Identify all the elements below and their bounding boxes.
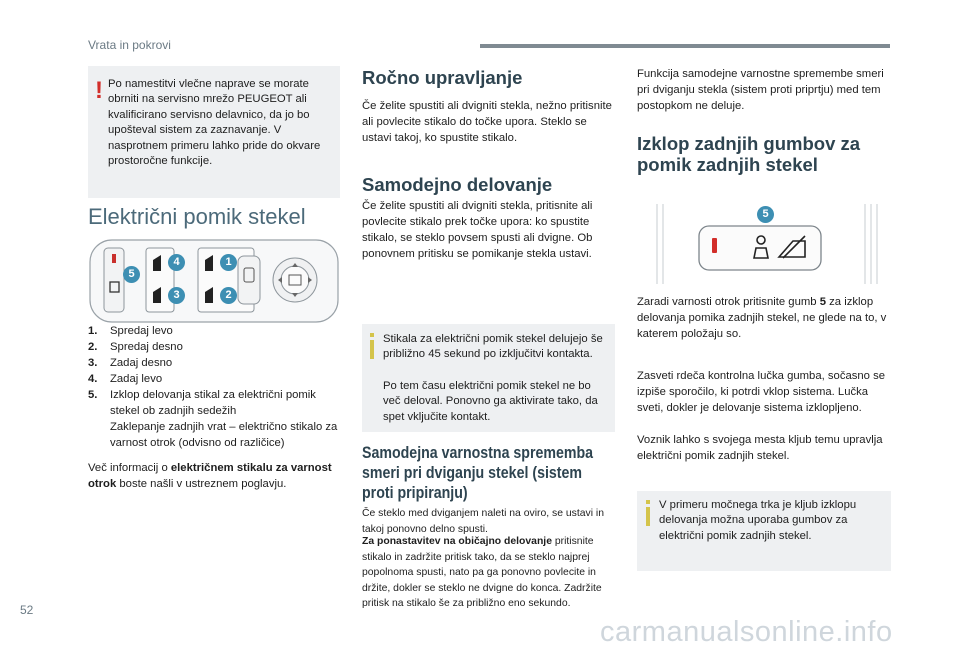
auto-title: Samodejno delovanje: [362, 174, 553, 195]
list-item: 5. Izklop delovanja stikal za električni pomik stekel ob zadnjih sedežih Zaklepanje zadnjih vrat – električno stikalo za varnost otrok (odvisno od različice): [88, 389, 338, 449]
watermark: carmanualsonline.info: [600, 616, 893, 648]
rear-lock-text-1: Zaradi varnosti otrok pritisnite gumb 5 za izklop delovanja pomika zadnjih stekel, ne glede na to, v katerem položaju so.: [637, 296, 887, 340]
info-note-collision: [637, 491, 891, 571]
rear-lock-title: Izklop zadnjih gumbov za pomik zadnjih stekel: [637, 133, 861, 175]
intro-text: Funkcija samodejne varnostne spremembe smeri pri dviganju stekla (sistem proti priprtju) med tem postopkom ne deluje.: [637, 68, 884, 112]
collision-text: V primeru močnega trka je kljub izklopu delovanja možna uporaba gumbov za električni pomik zadnjih stekel.: [659, 499, 857, 542]
info-note-ignition: [362, 324, 615, 432]
callout-5-rear: 5: [757, 206, 774, 223]
antipinch-text-1: Če steklo med dviganjem naleti na oviro, se ustavi in takoj ponovno delno spusti.: [362, 508, 604, 535]
callout-5: 5: [123, 266, 140, 283]
callout-4: 4: [168, 254, 185, 271]
manual-text: Če želite spustiti ali dvigniti stekla, nežno pritisnite ali povlecite stikalo do točke upora. Steklo se ustavi takoj, ko spustite stikalo.: [362, 100, 612, 144]
callout-1: 1: [220, 254, 237, 271]
antipinch-text-2: Za ponastavitev na običajno delovanje pritisnite stikalo in zadržite pritisk tako, da se steklo najprej popolnoma spusti, nato pa ga ponovno povlecite in držite, dokler se steklo ne dvigne do konca. Zadržite pritisk na stikalo še za približno eno sekundo.: [362, 536, 602, 610]
list-item: 1. Spredaj levo: [88, 325, 173, 337]
section-title-windows: Električni pomik stekel: [88, 204, 306, 229]
info-text-1: Stikala za električni pomik stekel delujejo še približno 45 sekund po izključitvi kontakta.: [383, 333, 603, 361]
warning-note: [88, 66, 340, 198]
warning-text: Po namestitvi vlečne naprave se morate obrniti na servisno mrežo PEUGEOT ali kvalificirano servisno delavnico, da jo bo upošteval sistem za zaznavanje. V nasprotnem primeru lahko pride do okvare prostoročne funkcije.: [108, 78, 321, 168]
callout-2: 2: [220, 287, 237, 304]
callout-3: 3: [168, 287, 185, 304]
running-header: Vrata in pokrovi: [88, 38, 171, 52]
list-item: 4. Zadaj levo: [88, 373, 163, 385]
list-item: 2. Spredaj desno: [88, 341, 183, 353]
info-icon: [370, 340, 374, 359]
window-switch-panel: [88, 238, 340, 324]
header-bar: [480, 44, 890, 48]
info-icon: [646, 507, 650, 526]
antipinch-title: Samodejna varnostna sprememba smeri pri dviganju stekel (sistem proti pripiranju): [362, 444, 594, 502]
child-lock-illustration: [637, 200, 891, 288]
auto-text: Če želite spustiti ali dvigniti stekla, pritisnite ali povlecite stikalo prek točke upora: ko spustite stikalo, se steklo povsem spusti ali dvigne. Ob ponovnem pritisku se pomikanje stekla ustavi.: [362, 200, 593, 260]
list-item: 3. Zadaj desno: [88, 357, 173, 369]
rear-lock-text-2: Zasveti rdeča kontrolna lučka gumba, sočasno se izpiše sporočilo, ki potrdi vklop sistema. Lučka sveti, dokler je delovanje sistema izklopljeno.: [637, 370, 886, 414]
exclamation-icon: !: [95, 77, 103, 104]
switch-list: [88, 323, 343, 451]
page-number: 52: [20, 603, 34, 617]
rear-lock-text-3: Voznik lahko s svojega mesta kljub temu upravlja električni pomik zadnjih stekel.: [637, 434, 883, 462]
info-text-2: Po tem času električni pomik stekel ne bo več deloval. Ponovno ga aktivirate tako, da spet vključite kontakt.: [383, 380, 598, 423]
more-info-text: Več informacij o električnem stikalu za varnost otrok boste našli v ustreznem poglavju.: [88, 462, 332, 490]
manual-title: Ročno upravljanje: [362, 67, 523, 88]
